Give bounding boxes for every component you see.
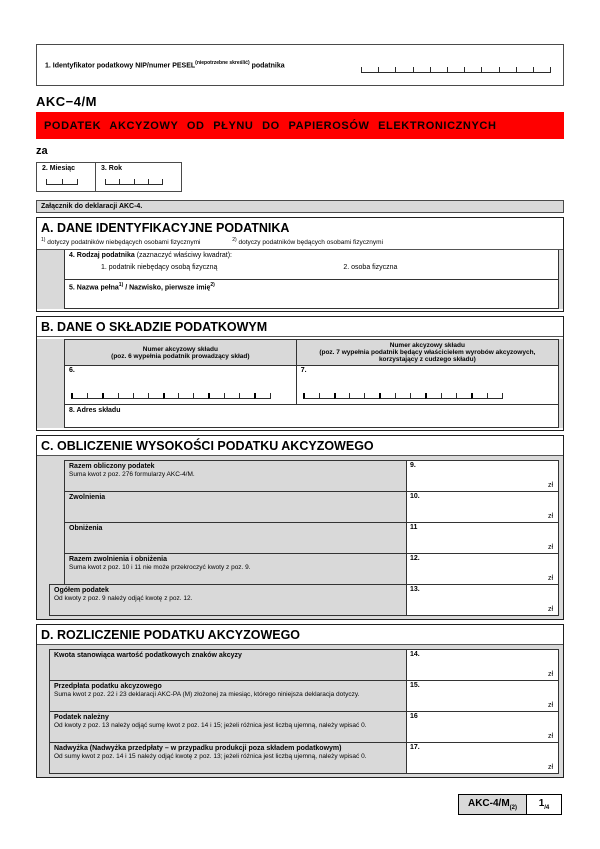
- footnote-1-text: dotyczy podatników niebędących osobami fizycznymi: [45, 239, 201, 247]
- section-d: [36, 624, 564, 778]
- form-title-banner: PODATEK AKCYZOWY OD PŁYNU DO PAPIEROSÓW ELEKTRONICZNYCH: [36, 112, 564, 139]
- row-9-unit: zł: [547, 482, 553, 490]
- period-table: [36, 162, 564, 192]
- footnote-2-marker: 2): [232, 237, 237, 243]
- row-9-number: 9.: [410, 462, 416, 470]
- row-17-label-cell: [50, 743, 406, 773]
- form-content: [36, 0, 564, 815]
- row-14-amount-field[interactable]: [406, 650, 558, 680]
- footnote-1-marker: 1): [41, 237, 46, 243]
- row-12: [64, 553, 559, 585]
- footer-form-code-version: (2): [509, 805, 517, 812]
- row-11: [64, 522, 559, 554]
- row-12-number: 12.: [410, 555, 420, 563]
- row-14: [49, 649, 559, 681]
- month-input-comb[interactable]: [46, 179, 78, 185]
- row-16: [49, 711, 559, 743]
- row-17-label: Nadwyżka (Nadwyżka przedpłaty – w przypadku produkcji poza składem podatkowym): [54, 745, 342, 753]
- section-b: [36, 316, 564, 431]
- warehouse-col2-title: Numer akcyzowy składu: [389, 342, 465, 350]
- row-15-number: 15.: [410, 682, 420, 690]
- row-11-label: Obniżenia: [69, 525, 103, 533]
- row-13-unit: zł: [547, 606, 553, 614]
- full-name-label-b: / Nazwisko, pierwsze imię: [123, 284, 211, 292]
- row-10-amount-field[interactable]: [406, 492, 558, 522]
- warehouse-header-row: [65, 340, 558, 366]
- row-14-number: 14.: [410, 651, 420, 659]
- taxpayer-id-label-sup: (niepotrzebne skreślić): [195, 60, 250, 67]
- section-b-body: [37, 339, 563, 428]
- footer-form-code-text: AKC-4/M: [467, 798, 510, 810]
- row-16-unit: zł: [547, 733, 553, 741]
- row-13-label: Ogółem podatek: [54, 587, 109, 595]
- field-7-number: 7.: [300, 367, 307, 375]
- footer-page-current: 1: [538, 798, 545, 810]
- section-c: [36, 435, 564, 620]
- warehouse-fields-row: [65, 366, 558, 405]
- section-a-body: [37, 250, 563, 309]
- row-15-sublabel: Suma kwot z poz. 22 i 23 deklaracji AKC-PA (M) złożonej za miesiąc, którego niniejsza deklaracja dotyczy.: [54, 691, 360, 699]
- row-15-amount-field[interactable]: [406, 681, 558, 711]
- taxpayer-type-label: [69, 252, 554, 259]
- section-d-body: [37, 645, 563, 777]
- row-11-number: 11: [410, 524, 418, 532]
- row-11-unit: zł: [547, 544, 553, 552]
- row-12-label-cell: [65, 554, 406, 584]
- section-d-title: D. ROZLICZENIE PODATKU AKCYZOWEGO: [37, 625, 563, 645]
- row-11-label-cell: [65, 523, 406, 553]
- footer-box: [458, 794, 562, 815]
- footer-form-code: [459, 795, 527, 814]
- row-11-amount-field[interactable]: [406, 523, 558, 553]
- row-12-sublabel: Suma kwot z poz. 10 i 11 nie może przekroczyć kwoty z poz. 9.: [69, 564, 251, 572]
- footnote-2-group: [232, 239, 383, 246]
- row-17-unit: zł: [547, 764, 553, 772]
- row-14-label-cell: [50, 650, 406, 680]
- footer-page-number: [527, 795, 561, 814]
- option-individual[interactable]: 2. osoba fizyczna: [343, 264, 398, 272]
- row-14-unit: zł: [547, 671, 553, 679]
- taxpayer-id-label-text: 1. Identyfikator podatkowy NIP/numer PESEL: [45, 62, 196, 70]
- row-17-number: 17.: [410, 744, 420, 752]
- row-15-label: Przedpłata podatku akcyzowego: [54, 683, 162, 691]
- taxpayer-type-row: [65, 250, 558, 280]
- section-c-body: [37, 456, 563, 619]
- footnote-2-text: dotyczy podatników będących osobami fizycznymi: [236, 239, 384, 247]
- taxpayer-type-options: [69, 264, 554, 271]
- option-non-individual[interactable]: 1. podatnik niebędący osobą fizyczną: [101, 264, 218, 272]
- row-12-label: Razem zwolnienia i obniżenia: [69, 556, 168, 564]
- field-6-number: 6.: [69, 367, 75, 375]
- row-17: [49, 742, 559, 774]
- warehouse-col2-note: (poz. 7 wypełnia podatnik będący właścicielem wyrobów akcyzowych, korzystający z cudzego składu): [319, 349, 536, 364]
- section-a: [36, 217, 564, 312]
- taxpayer-id-input-comb[interactable]: [361, 67, 551, 73]
- row-16-number: 16: [410, 713, 418, 721]
- full-name-label: [69, 282, 554, 291]
- row-15-label-cell: [50, 681, 406, 711]
- warehouse-col1-note: (poz. 6 wypełnia podatnik prowadzący skład): [111, 352, 250, 360]
- row-9-sublabel: Suma kwot z poz. 276 formularzy AKC-4/M.: [69, 471, 195, 479]
- warehouse-address-label: 8. Adres składu: [69, 407, 121, 415]
- row-10: [64, 491, 559, 523]
- section-a-title: A. DANE IDENTYFIKACYJNE PODATNIKA: [37, 218, 563, 237]
- period-for-label: za: [36, 145, 48, 157]
- row-15-unit: zł: [547, 702, 553, 710]
- warehouse-number-field-7[interactable]: [297, 366, 558, 404]
- row-13-number: 13.: [410, 586, 420, 594]
- row-9-label-cell: [65, 461, 406, 491]
- taxpayer-id-label-suffix: podatnika: [251, 62, 285, 70]
- taxpayer-id-label: [45, 60, 285, 69]
- attachment-note-bar: Załącznik do deklaracji AKC-4.: [36, 200, 564, 213]
- taxpayer-type-hint: (zaznaczyć właściwy kwadrat):: [136, 252, 232, 260]
- full-name-sup1: 1): [118, 282, 124, 289]
- row-13-total: [49, 584, 559, 616]
- row-15: [49, 680, 559, 712]
- row-13-label-cell: [50, 585, 406, 615]
- section-a-footnotes: [37, 237, 563, 250]
- row-10-label: Zwolnienia: [69, 494, 106, 502]
- row-10-label-cell: [65, 492, 406, 522]
- section-a-table: [64, 250, 559, 309]
- month-box: [36, 162, 96, 192]
- warehouse-number-field-6[interactable]: [65, 366, 297, 404]
- row-17-sublabel: Od sumy kwot z poz. 14 i 15 należy odjąć kwotę z poz. 13; jeżeli różnica jest liczbą ujemną, należy wpisać 0.: [54, 753, 367, 761]
- warehouse-col2-header: [297, 340, 558, 365]
- warehouse-col1-header: [65, 340, 297, 365]
- field-7-input-comb[interactable]: [303, 393, 503, 399]
- section-b-title: B. DANE O SKŁADZIE PODATKOWYM: [37, 317, 563, 337]
- full-name-sup2: 2): [210, 282, 215, 289]
- row-17-amount-field[interactable]: [406, 743, 558, 773]
- section-c-title: C. OBLICZENIE WYSOKOŚCI PODATKU AKCYZOWEGO: [37, 436, 563, 456]
- taxpayer-type-label-text: 4. Rodzaj podatnika: [69, 252, 137, 260]
- row-16-amount-field[interactable]: [406, 712, 558, 742]
- field-6-input-comb[interactable]: [71, 393, 271, 399]
- row-9-amount-field[interactable]: [406, 461, 558, 491]
- full-name-label-a: 5. Nazwa pełna: [69, 284, 119, 292]
- warehouse-table: [64, 339, 559, 428]
- row-16-label-cell: [50, 712, 406, 742]
- row-9: [64, 460, 559, 492]
- warehouse-col1-title: Numer akcyzowy składu: [142, 345, 218, 353]
- footer-page-total: /4: [544, 805, 550, 812]
- full-name-field[interactable]: [65, 280, 558, 308]
- row-13-amount-field[interactable]: [406, 585, 558, 615]
- year-box: [96, 162, 182, 192]
- row-9-label: Razem obliczony podatek: [69, 463, 155, 471]
- row-12-unit: zł: [547, 575, 553, 583]
- taxpayer-id-box: [36, 44, 564, 86]
- row-16-sublabel: Od kwoty z poz. 13 należy odjąć sumę kwot z poz. 14 i 15; jeżeli różnica jest liczbą ujemną, należy wpisać 0.: [54, 722, 367, 730]
- form-code-title: AKC−4/M: [36, 94, 97, 109]
- year-label: 3. Rok: [101, 165, 123, 172]
- row-12-amount-field[interactable]: [406, 554, 558, 584]
- month-label: 2. Miesiąc: [42, 165, 76, 172]
- row-14-label: Kwota stanowiąca wartość podatkowych znaków akcyzy: [54, 652, 242, 660]
- warehouse-address-field[interactable]: [65, 405, 558, 427]
- row-16-label: Podatek należny: [54, 714, 109, 722]
- year-input-comb[interactable]: [105, 179, 163, 185]
- row-10-unit: zł: [547, 513, 553, 521]
- row-13-sublabel: Od kwoty z poz. 9 należy odjąć kwotę z poz. 12.: [54, 595, 193, 603]
- page-footer: [36, 794, 562, 815]
- row-10-number: 10.: [410, 493, 420, 501]
